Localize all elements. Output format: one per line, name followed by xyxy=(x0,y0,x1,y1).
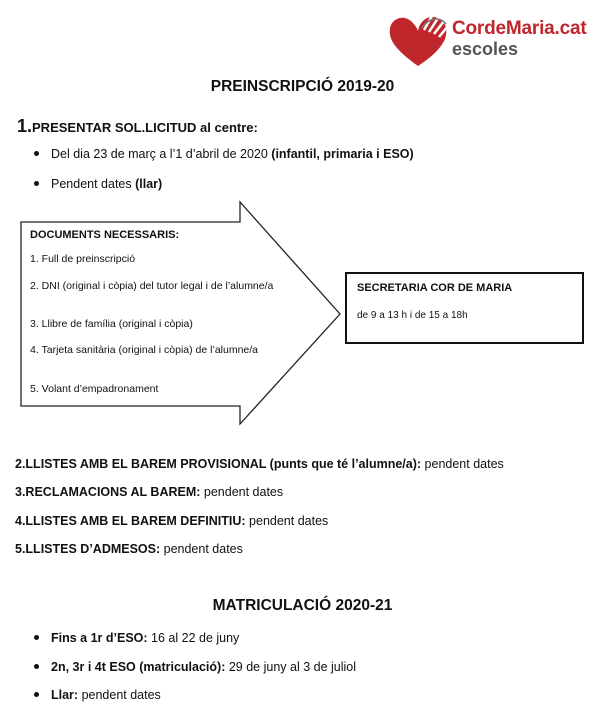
documents-title: DOCUMENTS NECESSARIS: xyxy=(30,229,180,241)
step-status: pendent dates xyxy=(421,457,504,471)
bullet-bold: Llar: xyxy=(51,688,79,702)
matricula-bullet xyxy=(34,660,356,674)
step-label: 2.LLISTES AMB EL BAREM PROVISIONAL (punts que té l’alumne/a): xyxy=(15,457,422,471)
bullet-text: 16 al 22 de juny xyxy=(147,631,240,645)
step1-text: PRESENTAR SOL.LICITUD al centre: xyxy=(32,120,258,135)
step-line xyxy=(15,514,328,528)
secretaria-title: SECRETARIA COR DE MARIA xyxy=(357,282,513,294)
logo-brand: CordeMaria.cat xyxy=(452,18,587,39)
bullet-text: Del dia 23 de març a l’1 d’abril de 2020 xyxy=(51,147,272,161)
secretaria-hours: de 9 a 13 h i de 15 a 18h xyxy=(357,310,468,321)
page-title: PREINSCRIPCIÓ 2019-20 xyxy=(210,78,395,95)
bullet-icon xyxy=(34,635,39,640)
bullet-text: pendent dates xyxy=(78,688,161,702)
bullet-icon xyxy=(34,664,39,669)
bullet-text: 29 de juny al 3 de juliol xyxy=(225,660,357,674)
matricula-bullet xyxy=(34,688,161,702)
matricula-bullet xyxy=(34,631,239,645)
step-label: 4.LLISTES AMB EL BAREM DEFINITIU: xyxy=(15,514,246,528)
step-status: pendent dates xyxy=(245,514,329,528)
step1-number: 1. xyxy=(17,116,33,136)
bullet-bold: Fins a 1r d’ESO: xyxy=(51,631,148,645)
bullet-bold: (infantil, primaria i ESO) xyxy=(271,147,414,161)
bullet-bold: (llar) xyxy=(135,177,163,191)
document-item: 1. Full de preinscripció xyxy=(30,253,136,265)
step-status: pendent dates xyxy=(200,485,284,499)
section-title-matriculacio: MATRICULACIÓ 2020-21 xyxy=(212,597,393,614)
document-item: 3. Llibre de família (original i còpia) xyxy=(30,318,193,330)
document-item: 5. Volant d’empadronament xyxy=(30,383,159,395)
document-item: 2. DNI (original i còpia) del tutor legal i de l’alumne/a xyxy=(30,280,274,292)
bullet-text: Pendent dates xyxy=(51,177,136,191)
step-status: pendent dates xyxy=(160,542,243,556)
secretaria-box xyxy=(345,272,584,344)
document-item: 4. Tarjeta sanitària (original i còpia) de l’alumne/a xyxy=(30,344,259,356)
step-line xyxy=(15,542,243,556)
step-label: 5.LLISTES D’ADMESOS: xyxy=(15,542,161,556)
logo-subtitle: escoles xyxy=(452,39,519,59)
bullet-bold: 2n, 3r i 4t ESO (matriculació): xyxy=(51,660,226,674)
step-label: 3.RECLAMACIONS AL BAREM: xyxy=(15,485,201,499)
step-line xyxy=(15,485,283,499)
step-line xyxy=(15,457,504,471)
bullet-icon xyxy=(34,692,39,697)
